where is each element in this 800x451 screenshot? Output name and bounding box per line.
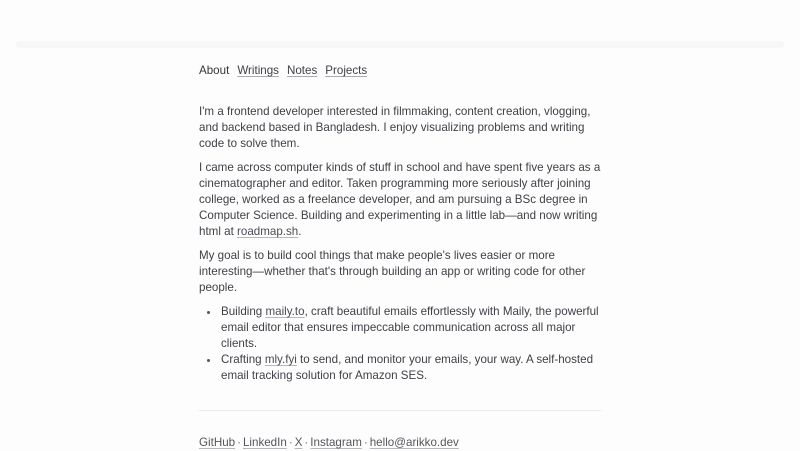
footer	[199, 435, 601, 451]
nav-link-writings[interactable]: Writings	[237, 64, 279, 77]
bio-paragraph-3: My goal is to build cool things that make people's lives easier or more interesting—whether that's through building an app or writing code for other people.	[199, 249, 586, 294]
list-item-mly	[220, 352, 601, 384]
footer-separator: ·	[237, 436, 241, 449]
primary-nav	[199, 63, 601, 79]
bio-paragraph-2-period: .	[298, 225, 302, 238]
nav-link-notes[interactable]: Notes	[286, 64, 318, 77]
list-item-maily-text-after: , craft beautiful emails effortlessly with Maily, the powerful email editor that ensures impeccable communication across all major clients.	[221, 305, 599, 350]
nav-link-projects[interactable]: Projects	[325, 64, 368, 77]
link-mly-fyi[interactable]: mly.fyi	[264, 353, 297, 366]
footer-link-github[interactable]: GitHub	[199, 436, 236, 449]
footer-separator: ·	[363, 436, 368, 449]
footer-link-instagram[interactable]: Instagram	[310, 436, 362, 449]
projects-list	[199, 304, 601, 384]
footer-link-email[interactable]: hello@arikko.dev	[369, 436, 459, 449]
footer-link-linkedin[interactable]: LinkedIn	[242, 436, 287, 449]
link-roadmap-sh[interactable]: roadmap.sh	[237, 225, 299, 238]
list-item-mly-text-after: to send, and monitor your emails, your way. A self-hosted email tracking solution for Amazon SES.	[221, 353, 594, 382]
nav-link-about[interactable]: About	[199, 64, 230, 77]
list-item-mly-text-before: Crafting	[221, 353, 265, 366]
footer-separator: ·	[304, 436, 309, 449]
footer-divider	[199, 410, 601, 411]
main-content	[199, 0, 601, 451]
list-item-maily	[220, 304, 601, 352]
footer-link-x[interactable]: X	[294, 436, 303, 449]
bio-paragraph-2-text: I came across computer kinds of stuff in school and have spent five years as a cinematographer and editor. Taken programming more seriously after joining college, worked as a freelance developer, and am pursuing a BSc degree in Computer Science. Building and experimenting in a little lab—and now writing html at	[199, 161, 601, 238]
list-item-maily-text-before: Building	[221, 305, 266, 318]
bio-paragraph-1: I'm a frontend developer interested in filmmaking, content creation, vlogging, and backend based in Bangladesh. I enjoy visualizing problems and writing code to solve them.	[199, 105, 591, 150]
footer-separator: ·	[288, 436, 293, 449]
link-maily-to[interactable]: maily.to	[265, 305, 305, 318]
top-divider-band	[16, 41, 784, 48]
bio-paragraph-2	[199, 160, 601, 240]
